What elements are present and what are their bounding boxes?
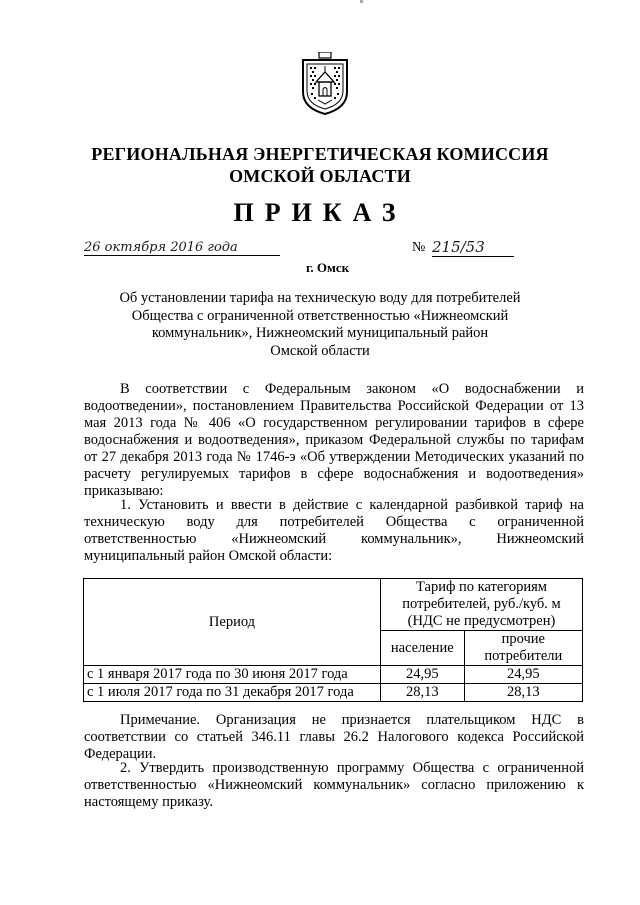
document-title: ПРИКАЗ: [233, 198, 407, 227]
scan-artifact: [360, 0, 363, 3]
table-header-row: [84, 579, 583, 631]
cell-other: 24,95: [464, 666, 582, 684]
header-tariff: Тариф по категориям потребителей, руб./куб. м (НДС не предусмотрен): [381, 579, 583, 631]
handwritten-number: 215/53: [432, 238, 514, 257]
issuer-name-line2: ОМСКОЙ ОБЛАСТИ: [229, 166, 411, 186]
cell-period: с 1 января 2017 года по 30 июня 2017 года: [84, 666, 381, 684]
table-row: [84, 666, 583, 684]
number-label: №: [412, 240, 426, 255]
note-paragraph: Примечание. Организация не признается плательщиком НДС в соответствии со статьей 346.11 главы 26.2 Налогового кодекса Российской Федерации.: [84, 712, 584, 762]
city-label: г. Омск: [306, 260, 350, 275]
cell-other: 28,13: [464, 684, 582, 702]
cell-period: с 1 июля 2017 года по 31 декабря 2017 года: [84, 684, 381, 702]
handwritten-date: 26 октября 2016 года: [84, 240, 280, 256]
document-subject: [110, 290, 530, 360]
omsk-coat-of-arms-icon: [300, 52, 350, 116]
subject-line: коммунальник», Нижнеомский муниципальный район: [151, 325, 489, 341]
header-period: Период: [84, 579, 381, 666]
header-other: прочие потребители: [464, 631, 582, 666]
table-row: [84, 684, 583, 702]
subject-line: Общества с ограниченной ответственностью «Нижнеомский: [131, 307, 509, 324]
item-2-paragraph: 2. Утвердить производственную программу Общества с ограниченной ответственностью «Нижнеомский коммунальник» согласно приложению к настоящему приказу.: [84, 760, 584, 810]
issuer-name-line1: РЕГИОНАЛЬНАЯ ЭНЕРГЕТИЧЕСКАЯ КОМИССИЯ: [91, 144, 549, 164]
cell-population: 28,13: [381, 684, 465, 702]
item-1-paragraph: 1. Установить и ввести в действие с календарной разбивкой тариф на техническую воду для потребителей Общества с ограниченной ответственностью «Нижнеомский коммунальник», Нижнеомский муниципальный район Омской области:: [84, 497, 584, 564]
header-population: население: [381, 631, 465, 666]
preamble-paragraph: В соответствии с Федеральным законом «О водоснабжении и водоотведении», постановлением Правительства Российской Федерации от 13 мая 2013 года № 406 «О государственном регулировании тарифов в сфере водоснабжения и водоотведения», приказом Федеральной службы по тарифам от 27 декабря 2013 года № 1746-э «Об утверждении Методических указаний по расчету регулируемых тарифов в сфере водоснабжения и водоотведения» приказываю:: [84, 381, 584, 499]
subject-line: Об установлении тарифа на техническую воду для потребителей: [119, 290, 521, 306]
tariff-table: [83, 578, 583, 702]
cell-population: 24,95: [381, 666, 465, 684]
subject-line: Омской области: [270, 342, 370, 359]
